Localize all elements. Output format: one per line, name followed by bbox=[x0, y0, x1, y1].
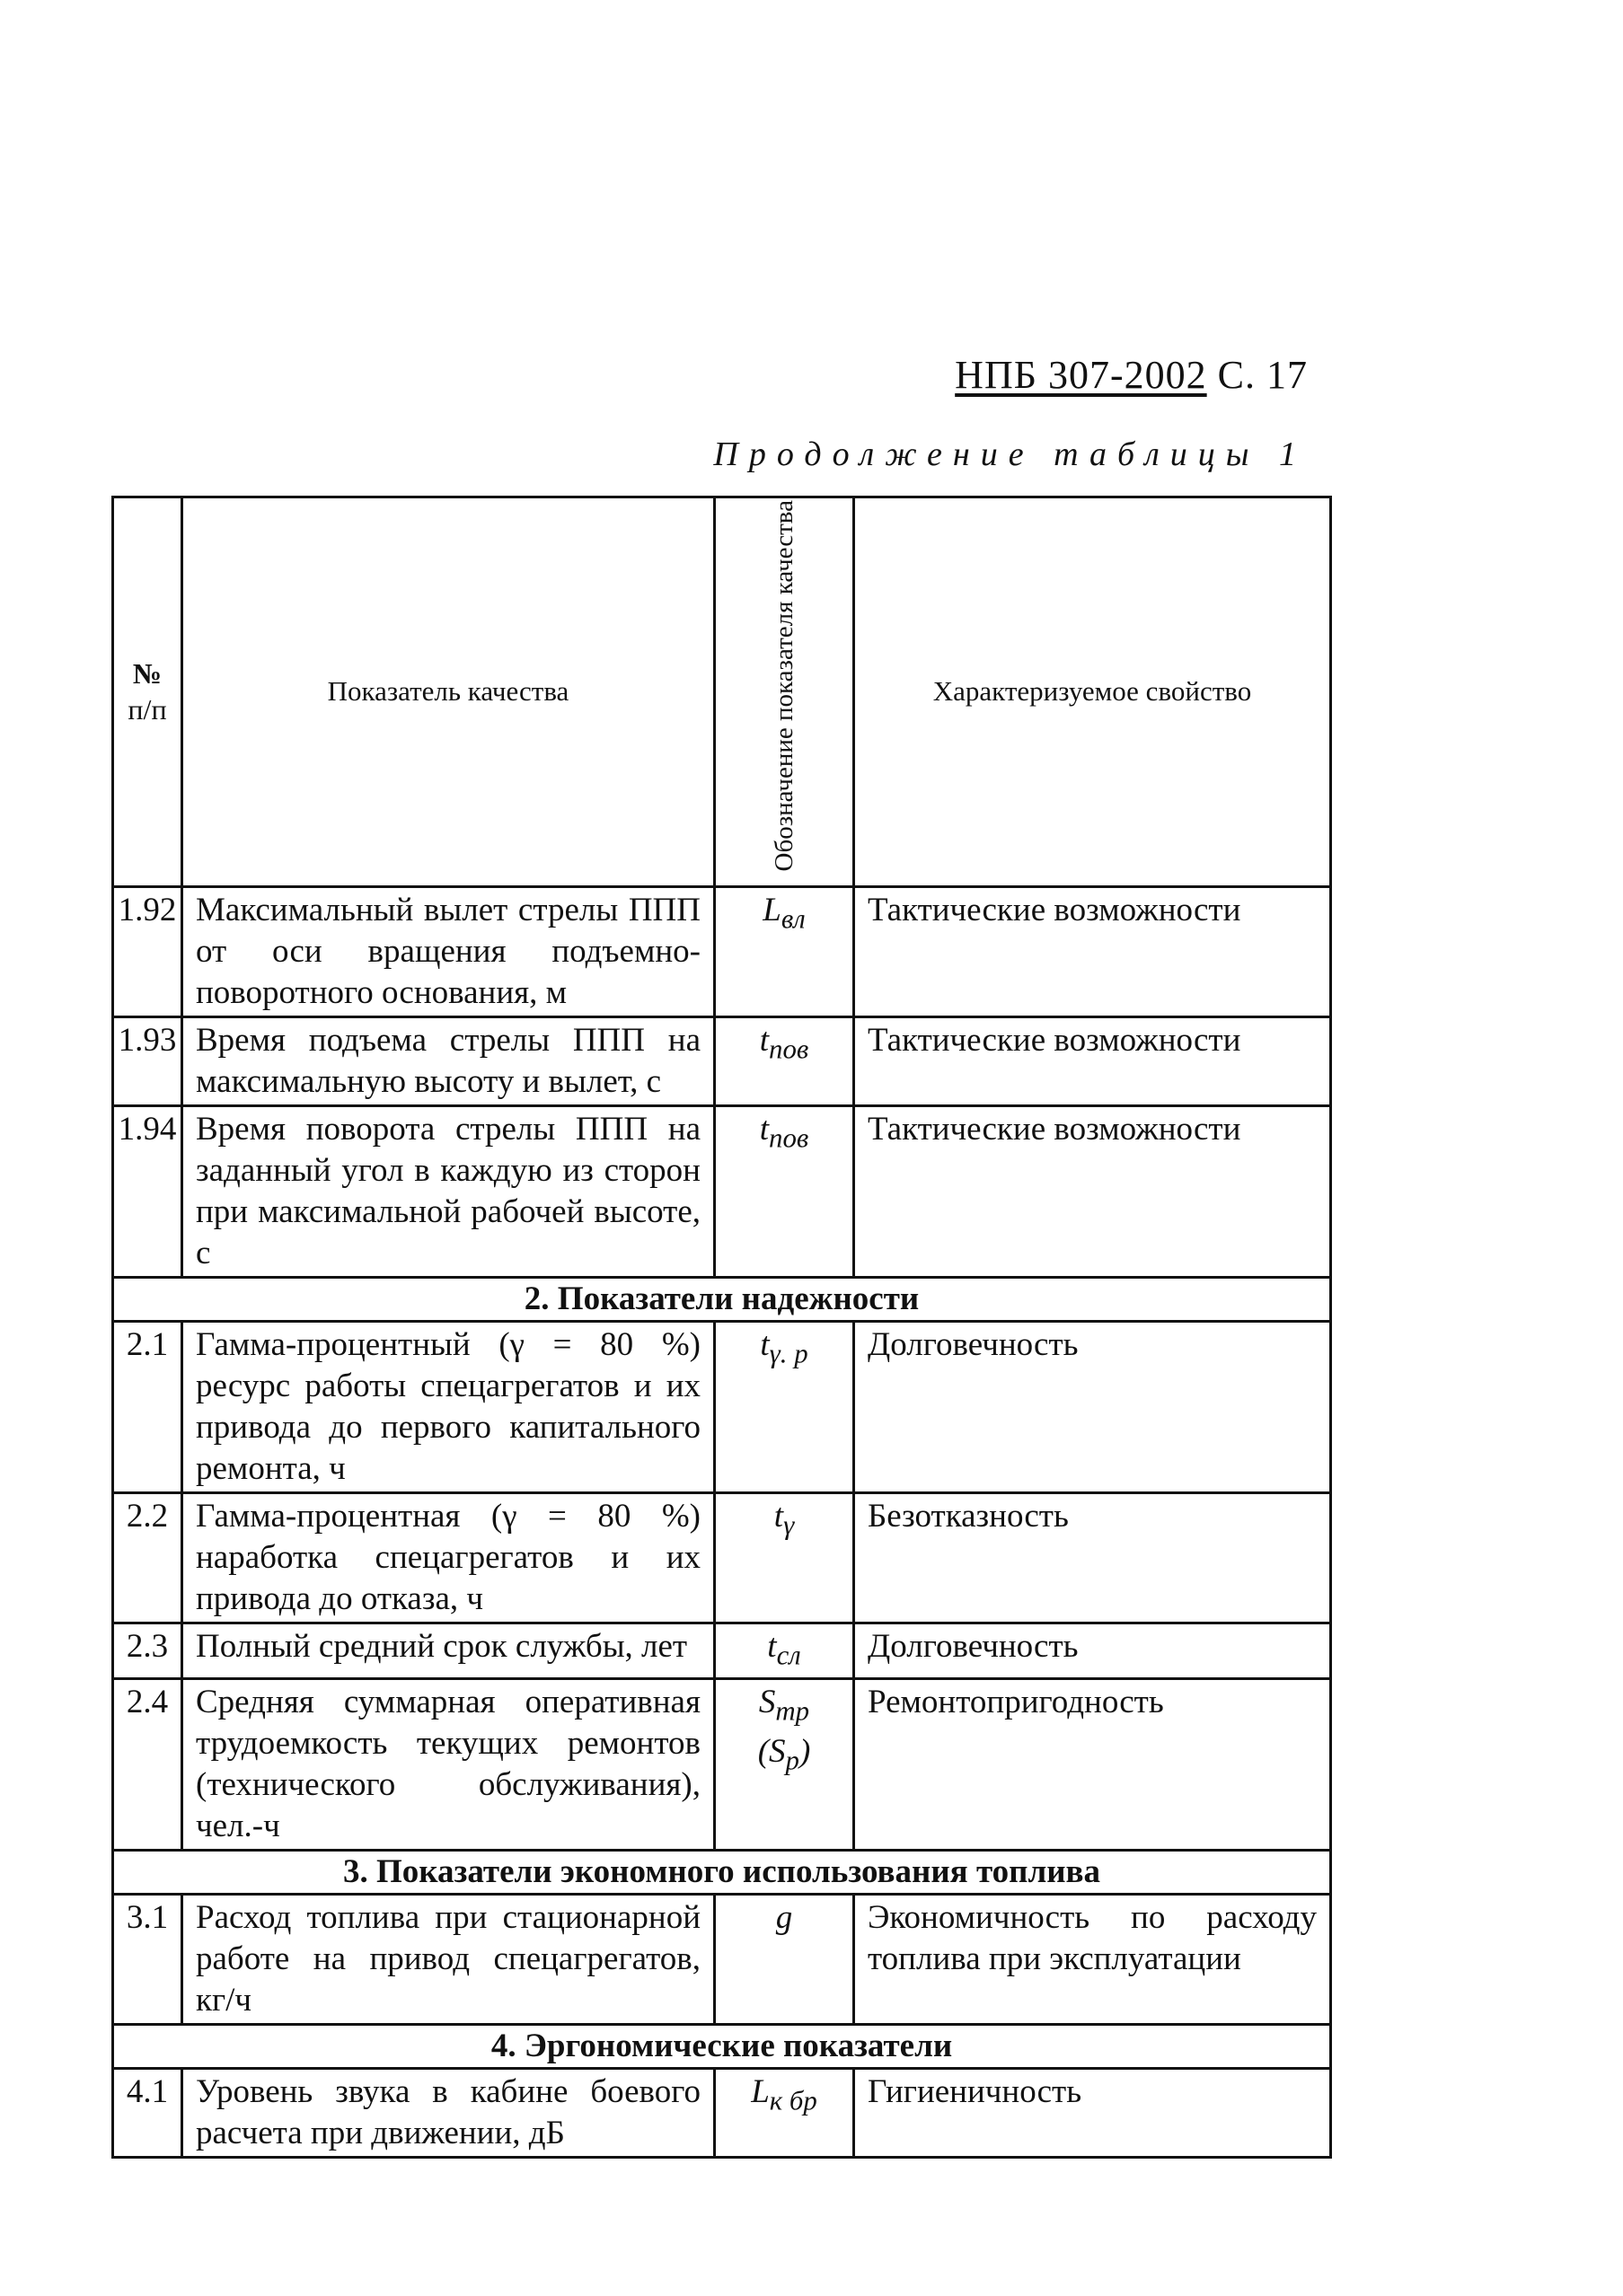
row-number: 1.94 bbox=[113, 1105, 182, 1277]
section-title: 3. Показатели экономного использования топлива bbox=[113, 1850, 1331, 1894]
table-row bbox=[113, 1894, 1331, 2024]
row-indicator: Средняя суммарная оперативная трудоемкость текущих ремонтов (технического обслуживания), чел.-ч bbox=[182, 1678, 715, 1850]
section-title: 2. Показатели надежности bbox=[113, 1277, 1331, 1321]
row-number: 2.4 bbox=[113, 1678, 182, 1850]
designation-header-text: Обозначение показателя качества bbox=[770, 500, 798, 872]
row-symbol: $L_{к бр}$ bbox=[715, 2068, 854, 2157]
row-property: Долговечность bbox=[854, 1321, 1331, 1492]
row-symbol: $t_\gamma$ bbox=[715, 1492, 854, 1623]
row-number: 4.1 bbox=[113, 2068, 182, 2157]
row-symbol: $t_{пов}$ bbox=[715, 1016, 854, 1105]
table-row bbox=[113, 886, 1331, 1016]
row-symbol: g bbox=[715, 1894, 854, 2024]
section-row bbox=[113, 1850, 1331, 1894]
row-symbol: $t_{пов}$ bbox=[715, 1105, 854, 1277]
col-number-header bbox=[113, 497, 182, 887]
table-continuation-label: Продолжение таблицы 1 bbox=[713, 435, 1307, 473]
document-header bbox=[886, 352, 1308, 398]
table-row bbox=[113, 1492, 1331, 1623]
row-indicator: Максимальный вылет стрелы ППП от оси вращения подъемно-поворотного основания, м bbox=[182, 886, 715, 1016]
quality-indicators-table bbox=[111, 496, 1332, 2159]
row-symbol: $S_{тр}$ $(S_р)$ bbox=[715, 1678, 854, 1850]
row-indicator: Гамма-процентная (γ = 80 %) наработка спецагрегатов и их привода до отказа, ч bbox=[182, 1492, 715, 1623]
table-header-row bbox=[113, 497, 1331, 887]
row-indicator: Полный средний срок службы, лет bbox=[182, 1623, 715, 1678]
row-property: Гигиеничность bbox=[854, 2068, 1331, 2157]
table-row bbox=[113, 1105, 1331, 1277]
standard-code: НПБ 307-2002 bbox=[955, 353, 1207, 397]
row-property: Ремонтопригодность bbox=[854, 1678, 1331, 1850]
row-symbol: $L_{вл}$ bbox=[715, 886, 854, 1016]
row-number: 1.92 bbox=[113, 886, 182, 1016]
row-indicator: Время подъема стрелы ППП на максимальную высоту и вылет, с bbox=[182, 1016, 715, 1105]
table-row bbox=[113, 1321, 1331, 1492]
row-property: Безотказность bbox=[854, 1492, 1331, 1623]
col-property-header: Характеризуемое свойство bbox=[854, 497, 1331, 887]
row-symbol: $t_{сл}$ bbox=[715, 1623, 854, 1678]
row-indicator: Уровень звука в кабине боевого расчета при движении, дБ bbox=[182, 2068, 715, 2157]
row-number: 2.2 bbox=[113, 1492, 182, 1623]
number-symbol: № bbox=[132, 657, 163, 691]
row-property: Тактические возможности bbox=[854, 1016, 1331, 1105]
table-row bbox=[113, 1678, 1331, 1850]
section-row bbox=[113, 1277, 1331, 1321]
row-number: 2.3 bbox=[113, 1623, 182, 1678]
section-title: 4. Эргономические показатели bbox=[113, 2024, 1331, 2068]
row-property: Тактические возможности bbox=[854, 1105, 1331, 1277]
number-sub: п/п bbox=[128, 693, 167, 726]
row-indicator: Расход топлива при стационарной работе на привод спецагрегатов, кг/ч bbox=[182, 1894, 715, 2024]
table-row bbox=[113, 1623, 1331, 1678]
row-property: Экономичность по расходу топлива при эксплуатации bbox=[854, 1894, 1331, 2024]
page-number: С. 17 bbox=[1217, 353, 1308, 397]
row-number: 3.1 bbox=[113, 1894, 182, 2024]
row-number: 2.1 bbox=[113, 1321, 182, 1492]
table-row bbox=[113, 2068, 1331, 2157]
table-row bbox=[113, 1016, 1331, 1105]
row-property: Тактические возможности bbox=[854, 886, 1331, 1016]
row-symbol: $t_{\gamma. р}$ bbox=[715, 1321, 854, 1492]
row-property: Долговечность bbox=[854, 1623, 1331, 1678]
row-indicator: Гамма-процентный (γ = 80 %) ресурс работы спецагрегатов и их привода до первого капитального ремонта, ч bbox=[182, 1321, 715, 1492]
col-indicator-header: Показатель качества bbox=[182, 497, 715, 887]
row-number: 1.93 bbox=[113, 1016, 182, 1105]
section-row bbox=[113, 2024, 1331, 2068]
row-indicator: Время поворота стрелы ППП на заданный угол в каждую из сторон при максимальной рабочей высоте, с bbox=[182, 1105, 715, 1277]
col-designation-header bbox=[715, 497, 854, 887]
